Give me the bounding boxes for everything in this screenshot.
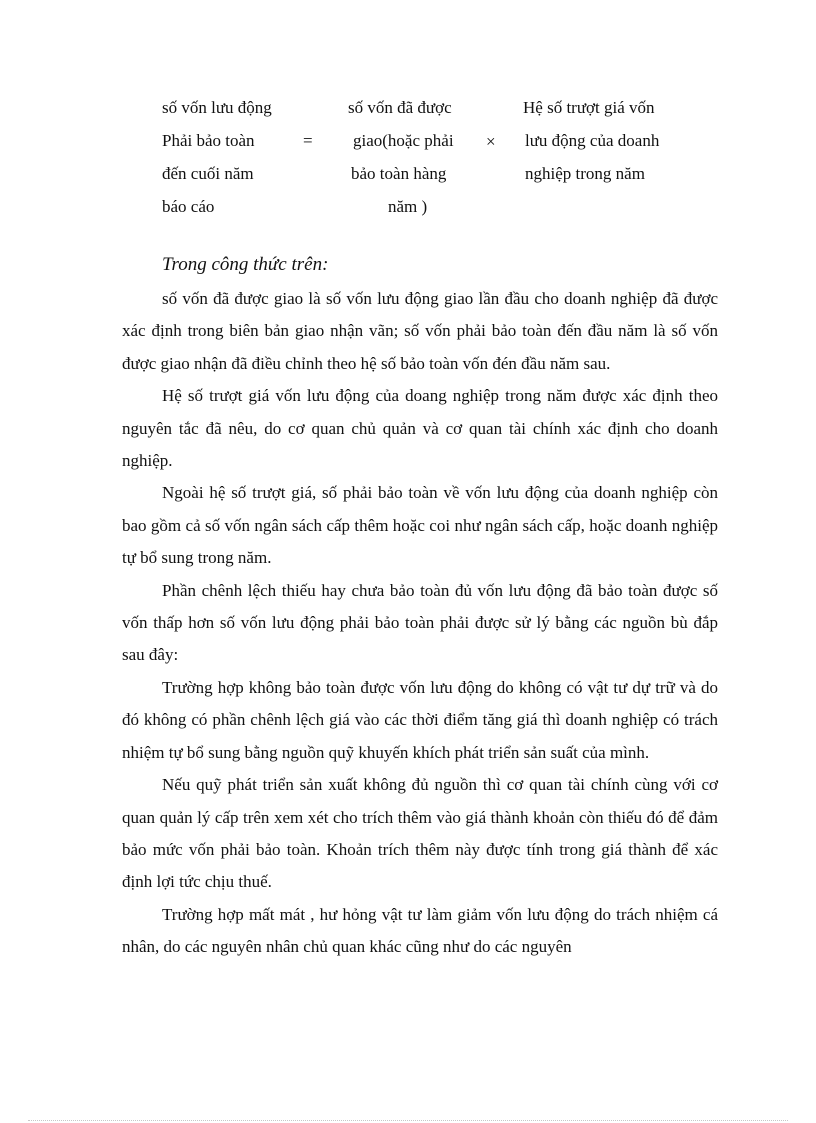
formula-left-line-4: báo cáo — [162, 197, 215, 216]
formula-left-line-2: Phải bảo toàn — [162, 131, 255, 150]
page-bottom-divider — [28, 1120, 788, 1121]
paragraph: Nếu quỹ phát triển sản xuất không đủ nguồn thì cơ quan tài chính cùng với cơ quan quản lý cấp trên xem xét cho trích thêm vào giá thành khoản còn thiếu đó để đảm bảo mức vốn phải bảo toàn. Khoản trích thêm này được tính trong giá thành để xác định lợi tức chịu thuế. — [122, 775, 718, 892]
paragraph: Trường hợp mất mát , hư hỏng vật tư làm giảm vốn lưu động do trách nhiệm cá nhân, do các nguyên nhân chủ quan khác cũng như do các nguyên — [122, 904, 718, 957]
formula-right-line-2: lưu động của doanh — [525, 131, 660, 150]
formula-left-line-3: đến cuối năm — [162, 164, 254, 183]
paragraph: Ngoài hệ số trượt giá, số phải bảo toàn về vốn lưu động của doanh nghiệp còn bao gồm cả số vốn ngân sách cấp thêm hoặc coi như ngân sách cấp, hoặc doanh nghiệp tự bổ sung trong năm. — [122, 483, 718, 568]
formula-left-line-1: số vốn lưu động — [162, 98, 272, 117]
formula-middle-line-4: năm ) — [388, 197, 428, 216]
paragraph: Hệ số trượt giá vốn lưu động của doang nghiệp trong năm được xác định theo nguyên tắc đã nêu, do cơ quan chủ quản và cơ quan tài chính xác định cho doanh nghiệp. — [122, 386, 718, 471]
formula-right-line-1: Hệ số trượt giá vốn — [523, 98, 655, 117]
formula-middle-line-3: bảo toàn hàng — [351, 164, 447, 183]
paragraph: số vốn đã được giao là số vốn lưu động giao lần đầu cho doanh nghiệp đã được xác định trong biên bản giao nhận vãn; số vốn phải bảo toàn đến đầu năm là số vốn được giao nhận đã điều chỉnh theo hệ số bảo toàn vốn đén đầu năm sau. — [122, 289, 718, 373]
formula-right-line-3: nghiệp trong năm — [525, 164, 645, 183]
section-heading: Trong công thức trên: — [162, 254, 329, 275]
formula-middle-line-1: số vốn đã được — [348, 98, 452, 117]
equals-sign: = — [303, 131, 313, 150]
formula-middle-line-2: giao(hoặc phải — [353, 131, 454, 150]
paragraph: Phần chênh lệch thiếu hay chưa bảo toàn đủ vốn lưu động đã bảo toàn được số vốn thấp hơn số vốn lưu động phải bảo toàn phải được sử lý bằng các nguồn bù đắp sau đây: — [122, 580, 718, 665]
paragraph: Trường hợp không bảo toàn được vốn lưu động do không có vật tư dự trữ và do đó không có phần chênh lệch giá vào các thời điểm tăng giá thì doanh nghiệp có trách nhiệm tự bổ sung bằng nguồn quỹ khuyến khích phát triển sản suất của mình. — [122, 677, 718, 762]
multiply-sign: × — [486, 132, 496, 151]
body-text — [122, 283, 718, 964]
